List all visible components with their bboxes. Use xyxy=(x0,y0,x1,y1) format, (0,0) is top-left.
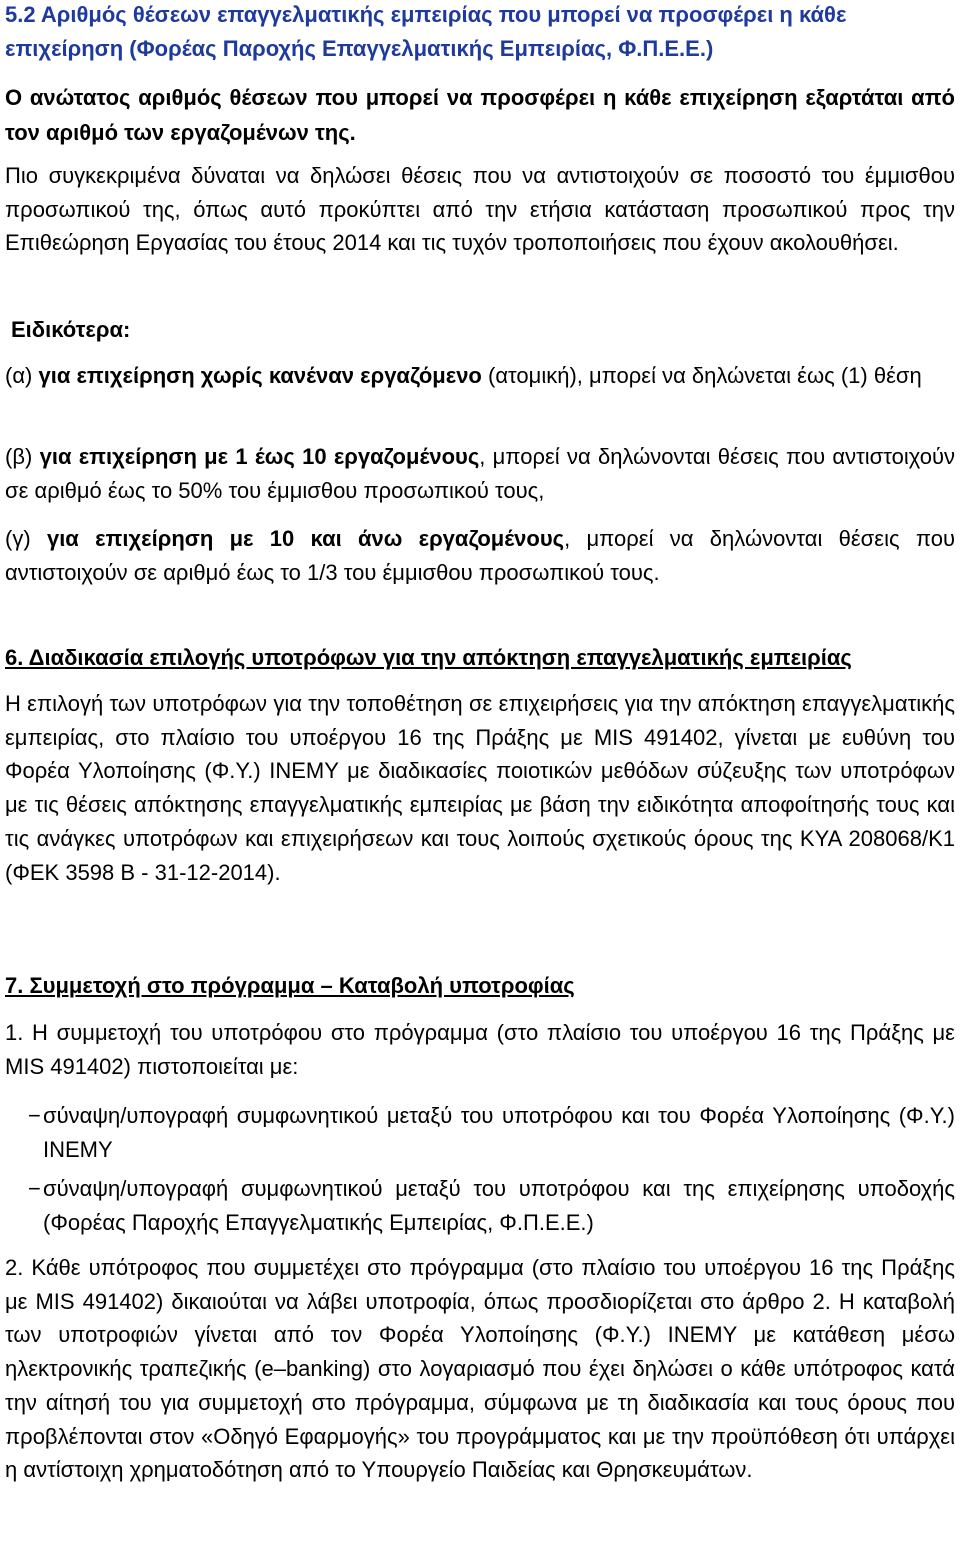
bullet-item-1 xyxy=(5,1099,955,1169)
bullet-item-2 xyxy=(5,1172,955,1242)
case-b-rest: , μπορεί να δηλώνονται θέσεις που αντιστοιχούν σε αριθμό έως το 50% του έμμισθου προσωπικού τους, xyxy=(5,444,955,503)
bullet-dash-icon: − xyxy=(28,1103,41,1128)
case-c xyxy=(5,522,955,589)
bullet-dash-icon: − xyxy=(28,1176,41,1201)
section-7-item-2: 2. Κάθε υπότροφος που συμμετέχει στο πρόγραμμα (στο πλαίσιο του υποέργου 16 της Πράξης με MIS 491402) δικαιούται να λάβει υποτροφία, όπως προσδιορίζεται στο άρθρο 2. Η καταβολή των υποτροφιών γίνεται από τον Φορέα Υλοποίησης (Φ.Υ.) ΙΝΕΜΥ με κατάθεση μέσω ηλεκτρονικής τραπεζικής (e–banking) στο λογαριασμό που έχει δηλώσει ο κάθε υπότροφος κατά την αίτησή του για συμμετοχή στο πρόγραμμα, σύμφωνα με τη διαδικασία και τους όρους που προβλέπονται στον «Οδηγό Εφαρμογής» του προγράμματος και με την προϋπόθεση ότι υπάρχει η αντίστοιχη χρηματοδότηση από το Υπουργείο Παιδείας και Θρησκευμάτων. xyxy=(5,1255,955,1483)
section-heading-6: 6. Διαδικασία επιλογής υποτρόφων για την απόκτηση επαγγελματικής εμπειρίας xyxy=(5,645,852,670)
case-c-bold: για επιχείρηση με 10 και άνω εργαζομένους xyxy=(46,526,565,551)
case-b-label: (β) xyxy=(5,444,33,469)
case-c-label: (γ) xyxy=(5,526,31,551)
case-a xyxy=(5,359,955,393)
bullet-2-text: σύναψη/υπογραφή συμφωνητικού μεταξύ του υποτρόφου και της επιχείρησης υποδοχής (Φορέας Παροχής Επαγγελματικής Εμπειρίας, Φ.Π.Ε.Ε.) xyxy=(43,1176,955,1235)
section-paragraph: Πιο συγκεκριμένα δύναται να δηλώσει θέσεις που να αντιστοιχούν σε ποσοστό του έμμισθου προσωπικού της, όπως αυτό προκύπτει από την ετήσια κατάσταση προσωπικού προς την Επιθεώρηση Εργασίας του έτους 2014 και τις τυχόν τροποποιήσεις που έχουν ακολουθήσει. xyxy=(5,163,955,256)
section-intro: Ο ανώτατος αριθμός θέσεων που μπορεί να προσφέρει η κάθε επιχείρηση εξαρτάται από τον αριθμό των εργαζομένων της. xyxy=(5,85,955,145)
case-b-bold: για επιχείρηση με 1 έως 10 εργαζομένους xyxy=(39,444,480,469)
specifically-label: Ειδικότερα: xyxy=(11,317,131,342)
bullet-1-text: σύναψη/υπογραφή συμφωνητικού μεταξύ του υποτρόφου και του Φορέα Υλοποίησης (Φ.Υ.) ΙΝΕΜΥ xyxy=(43,1103,955,1162)
case-c-rest: , μπορεί να δηλώνονται θέσεις που αντιστοιχούν σε αριθμό έως το 1/3 του έμμισθου προσωπικού τους. xyxy=(5,526,955,585)
section-7-item-1: 1. Η συμμετοχή του υποτρόφου στο πρόγραμμα (στο πλαίσιο του υποέργου 16 της Πράξης με MIS 491402) πιστοποιείται με: xyxy=(5,1020,955,1079)
case-a-rest: (ατομική), μπορεί να δηλώνεται έως (1) θέση xyxy=(481,363,922,388)
section-heading-7: 7. Συμμετοχή στο πρόγραμμα – Καταβολή υποτροφίας xyxy=(5,973,575,998)
case-a-label: (α) xyxy=(5,363,33,388)
section-6-body: Η επιλογή των υποτρόφων για την τοποθέτηση σε επιχειρήσεις για την απόκτηση επαγγελματικής εμπειρίας, στο πλαίσιο του υποέργου 16 της Πράξης με MIS 491402, γίνεται με ευθύνη του Φορέα Υλοποίησης (Φ.Υ.) ΙΝΕΜΥ με διαδικασίες ποιοτικών μεθόδων σύζευξης των υποτρόφων με τις θέσεις απόκτησης επαγγελματικής εμπειρίας με βάση την ειδικότητα αποφοίτησής τους και τις ανάγκες υποτρόφων και επιχειρήσεων και τους λοιπούς σχετικούς όρους της ΚΥΑ 208068/Κ1 (ΦΕΚ 3598 Β - 31-12-2014). xyxy=(5,691,955,885)
section-heading-5-2: 5.2 Αριθμός θέσεων επαγγελματικής εμπειρίας που μπορεί να προσφέρει η κάθε επιχείρηση (Φορέας Παροχής Επαγγελματικής Εμπειρίας, Φ.Π.Ε.Ε.) xyxy=(5,2,847,61)
case-b xyxy=(5,440,955,507)
case-a-bold: για επιχείρηση χωρίς κανέναν εργαζόμενο xyxy=(38,363,482,388)
